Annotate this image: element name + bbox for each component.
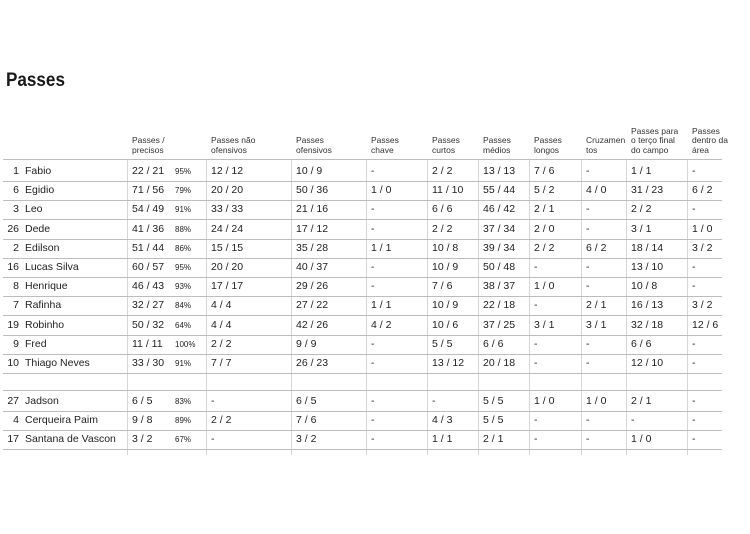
cell-curtos: 11 / 10 [432,184,464,197]
cell-percentage: 86% [175,243,192,253]
player-name: Cerqueira Paim [25,414,98,427]
cell-dentro-area: - [692,395,696,407]
cell-percentage: 100% [175,339,196,349]
cell-longos: 7 / 6 [534,165,555,177]
cell-medios: 5 / 5 [483,414,504,427]
cell-longos: 1 / 0 [534,280,555,293]
header-passes-ofensivos [296,136,332,155]
cell-passes: 22 / 21 [132,165,165,177]
cell-curtos: 1 / 1 [432,433,453,446]
cell-chave: 1 / 1 [371,299,392,312]
cell-chave: - [371,222,375,235]
cell-passes: 46 / 43 [132,280,165,293]
cell-longos: 2 / 2 [534,241,555,254]
header-line: longos [534,144,560,155]
player-number: 8 [13,280,19,293]
cell-medios: 55 / 44 [483,184,516,197]
player-name: Fabio [25,165,52,177]
player-number: 19 [7,318,19,331]
cell-curtos: 2 / 2 [432,165,453,177]
cell-longos: - [534,414,538,427]
header-line: do campo [631,144,669,155]
cell-medios: 46 / 42 [483,203,516,216]
cell-longos: 1 / 0 [534,395,555,407]
cell-nao-ofensivos: 2 / 2 [211,414,232,427]
table-row [0,335,750,354]
player-name: Thiago Neves [25,357,90,369]
header-line: o terço final [631,135,675,145]
player-number: 1 [13,165,19,177]
table-row [0,430,750,449]
player-number: 7 [13,299,19,312]
table-row [0,181,750,200]
cell-nao-ofensivos: 4 / 4 [211,299,232,312]
cell-dentro-area: 1 / 0 [692,222,713,235]
cell-ofensivos: 50 / 36 [296,184,329,197]
header-line: Passes para [631,125,679,136]
header-line: dentro da [692,135,728,145]
cell-dentro-area: - [692,433,696,446]
cell-medios: 38 / 37 [483,280,516,293]
cell-ofensivos: 3 / 2 [296,433,317,446]
cell-cruzamentos: - [586,337,590,350]
cell-terco-final: 32 / 18 [631,318,664,331]
cell-terco-final: 31 / 23 [631,184,664,197]
cell-percentage: 67% [175,435,192,445]
cell-dentro-area: 3 / 2 [692,299,713,312]
header-line: Passes [483,135,511,145]
cell-curtos: 4 / 3 [432,414,453,427]
cell-cruzamentos: 4 / 0 [586,184,607,197]
cell-passes: 54 / 49 [132,203,165,216]
cell-percentage: 95% [175,263,192,272]
cell-longos: 3 / 1 [534,318,555,331]
row-divider [3,159,722,160]
cell-curtos: 13 / 12 [432,357,465,369]
table-row [0,296,750,315]
cell-nao-ofensivos: 20 / 20 [211,184,244,197]
cell-medios: 39 / 34 [483,241,516,254]
player-number: 2 [13,241,19,254]
cell-percentage: 88% [175,224,192,234]
header-line: Passes [371,135,399,145]
header-line: precisos [132,144,164,155]
cell-terco-final: 16 / 13 [631,299,664,312]
cell-percentage: 64% [175,320,192,330]
header-passes-chave [371,136,399,155]
cell-percentage: 79% [175,186,192,196]
cell-ofensivos: 27 / 22 [296,299,329,312]
cell-percentage: 91% [175,205,192,215]
cell-passes: 9 / 8 [132,414,153,427]
cell-terco-final: 13 / 10 [631,261,664,273]
cell-terco-final: 2 / 2 [631,203,652,216]
header-line: ofensivos [211,144,247,155]
cell-passes: 51 / 44 [132,241,165,254]
cell-percentage: 91% [175,359,192,368]
cell-passes: 71 / 56 [132,184,165,197]
cell-longos: - [534,337,538,350]
cell-longos: 5 / 2 [534,184,555,197]
header-passes-curtos [432,136,460,155]
cell-curtos: 6 / 6 [432,203,453,216]
cell-nao-ofensivos: 24 / 24 [211,222,244,235]
cell-chave: - [371,280,375,293]
header-passes-longos [534,136,562,155]
header-line: curtos [432,144,456,155]
header-line: Passes / [132,135,165,145]
cell-ofensivos: 29 / 26 [296,280,329,293]
cell-chave: - [371,414,375,427]
cell-cruzamentos: - [586,280,590,293]
cell-curtos: 10 / 8 [432,241,459,254]
page-title: Passes [6,70,65,91]
header-passes-nao-ofensivos [211,136,255,155]
row-divider [3,373,722,374]
player-name: Leo [25,203,43,216]
cell-dentro-area: - [692,261,696,273]
player-name: Rafinha [25,299,62,312]
cell-terco-final: 10 / 8 [631,280,658,293]
cell-cruzamentos: - [586,222,590,235]
cell-terco-final: 1 / 0 [631,433,652,446]
cell-nao-ofensivos: 15 / 15 [211,241,244,254]
cell-passes: 6 / 5 [132,395,153,407]
table-row [0,258,750,277]
header-cruzamentos [586,136,625,155]
cell-cruzamentos: - [586,203,590,216]
player-name: Henrique [25,280,68,293]
player-name: Santana de Vascon [25,433,116,446]
cell-nao-ofensivos: - [211,395,215,407]
table-row [0,354,750,373]
cell-passes: 60 / 57 [132,261,165,273]
cell-dentro-area: - [692,280,696,293]
header-line: ofensivos [296,144,332,155]
header-passes-dentro-area [692,127,728,156]
cell-terco-final: 2 / 1 [631,395,652,407]
cell-medios: 37 / 25 [483,318,516,331]
cell-curtos: - [432,395,436,407]
cell-medios: 6 / 6 [483,337,504,350]
cell-terco-final: 6 / 6 [631,337,652,350]
cell-curtos: 2 / 2 [432,222,453,235]
header-line: Passes [432,135,460,145]
cell-curtos: 7 / 6 [432,280,453,293]
cell-cruzamentos: - [586,165,590,177]
cell-cruzamentos: 6 / 2 [586,241,607,254]
cell-ofensivos: 40 / 37 [296,261,329,273]
cell-chave: - [371,203,375,216]
cell-dentro-area: - [692,203,696,216]
cell-nao-ofensivos: 12 / 12 [211,165,244,177]
cell-dentro-area: 3 / 2 [692,241,713,254]
cell-terco-final: 1 / 1 [631,165,652,177]
cell-cruzamentos: 3 / 1 [586,318,607,331]
cell-chave: - [371,357,375,369]
player-number: 6 [13,184,19,197]
cell-cruzamentos: 2 / 1 [586,299,607,312]
cell-ofensivos: 17 / 12 [296,222,329,235]
header-passes-medios [483,136,511,155]
cell-terco-final: 12 / 10 [631,357,664,369]
header-line: médios [483,144,511,155]
cell-ofensivos: 26 / 23 [296,357,329,369]
cell-dentro-area: - [692,165,696,177]
player-number: 3 [13,203,19,216]
cell-passes: 3 / 2 [132,433,153,446]
cell-longos: 2 / 0 [534,222,555,235]
table-row [0,411,750,430]
cell-ofensivos: 35 / 28 [296,241,329,254]
header-line: área [692,144,710,155]
cell-curtos: 10 / 9 [432,299,459,312]
cell-chave: - [371,433,375,446]
cell-medios: 2 / 1 [483,433,504,446]
cell-nao-ofensivos: 33 / 33 [211,203,244,216]
header-line: Cruzamen [586,135,626,145]
cell-passes: 32 / 27 [132,299,165,312]
player-number: 26 [7,222,19,235]
player-name: Jadson [25,395,59,407]
cell-cruzamentos: - [586,261,590,273]
header-line: Passes [534,135,562,145]
header-line: Passes não [211,135,256,145]
cell-chave: - [371,165,375,177]
player-name: Edilson [25,241,60,254]
player-number: 9 [13,337,19,350]
cell-dentro-area: - [692,357,696,369]
cell-nao-ofensivos: 4 / 4 [211,318,232,331]
cell-cruzamentos: - [586,433,590,446]
cell-ofensivos: 10 / 9 [296,165,323,177]
cell-chave: - [371,261,375,273]
header-line: Passes [296,135,324,145]
cell-terco-final: - [631,414,635,427]
cell-passes: 11 / 11 [132,337,163,350]
cell-dentro-area: 6 / 2 [692,184,713,197]
cell-percentage: 93% [175,282,192,292]
cell-medios: 37 / 34 [483,222,516,235]
cell-percentage: 84% [175,301,192,311]
cell-longos: 2 / 1 [534,203,555,216]
cell-curtos: 10 / 9 [432,261,459,273]
cell-ofensivos: 6 / 5 [296,395,317,407]
cell-longos: - [534,299,538,312]
table-row [0,392,750,411]
table-row [0,277,750,296]
cell-nao-ofensivos: 17 / 17 [211,280,244,293]
player-name: Fred [25,337,47,350]
cell-ofensivos: 42 / 26 [296,318,329,331]
cell-curtos: 10 / 6 [432,318,459,331]
cell-longos: - [534,433,538,446]
player-name: Robinho [25,318,65,331]
cell-chave: - [371,395,375,407]
cell-medios: 5 / 5 [483,395,504,407]
cell-nao-ofensivos: - [211,433,215,446]
cell-longos: - [534,261,538,273]
cell-passes: 50 / 32 [132,318,165,331]
cell-cruzamentos: - [586,414,590,427]
cell-dentro-area: 12 / 6 [692,318,719,331]
cell-dentro-area: - [692,414,696,427]
cell-cruzamentos: 1 / 0 [586,395,607,407]
header-passes-terco-final [631,127,678,156]
cell-curtos: 5 / 5 [432,337,453,350]
cell-chave: 1 / 1 [371,241,392,254]
cell-ofensivos: 9 / 9 [296,337,317,350]
cell-passes: 41 / 36 [132,222,165,235]
player-number: 16 [7,261,19,273]
table-row [0,162,750,181]
cell-chave: - [371,337,375,350]
cell-chave: 1 / 0 [371,184,392,197]
cell-cruzamentos: - [586,357,590,369]
cell-passes: 33 / 30 [132,357,165,369]
cell-medios: 13 / 13 [483,165,516,177]
cell-terco-final: 18 / 14 [631,241,664,254]
player-number: 10 [7,357,19,369]
cell-percentage: 83% [175,397,192,406]
player-number: 17 [7,433,19,446]
table-row [0,200,750,219]
cell-nao-ofensivos: 7 / 7 [211,357,232,369]
cell-medios: 22 / 18 [483,299,516,312]
table-row [0,316,750,335]
player-name: Dede [25,222,51,235]
cell-ofensivos: 21 / 16 [296,203,329,216]
cell-chave: 4 / 2 [371,318,392,331]
header-line: chave [371,144,394,155]
row-divider [3,449,722,450]
row-divider [3,390,722,391]
cell-ofensivos: 7 / 6 [296,414,317,427]
table-header [0,118,750,155]
table-row [0,239,750,258]
cell-terco-final: 3 / 1 [631,222,652,235]
cell-dentro-area: - [692,337,696,350]
player-name: Egidio [25,184,55,197]
cell-nao-ofensivos: 2 / 2 [211,337,232,350]
header-line: tos [586,144,598,155]
cell-percentage: 95% [175,167,192,176]
header-line: Passes [692,125,720,136]
cell-nao-ofensivos: 20 / 20 [211,261,244,273]
table-row [0,220,750,239]
cell-longos: - [534,357,538,369]
cell-percentage: 89% [175,416,192,426]
player-number: 4 [13,414,19,427]
header-passes-precisos [132,136,165,155]
cell-medios: 50 / 48 [483,261,516,273]
player-number: 27 [7,395,19,407]
cell-medios: 20 / 18 [483,357,516,369]
player-name: Lucas Silva [25,261,79,273]
